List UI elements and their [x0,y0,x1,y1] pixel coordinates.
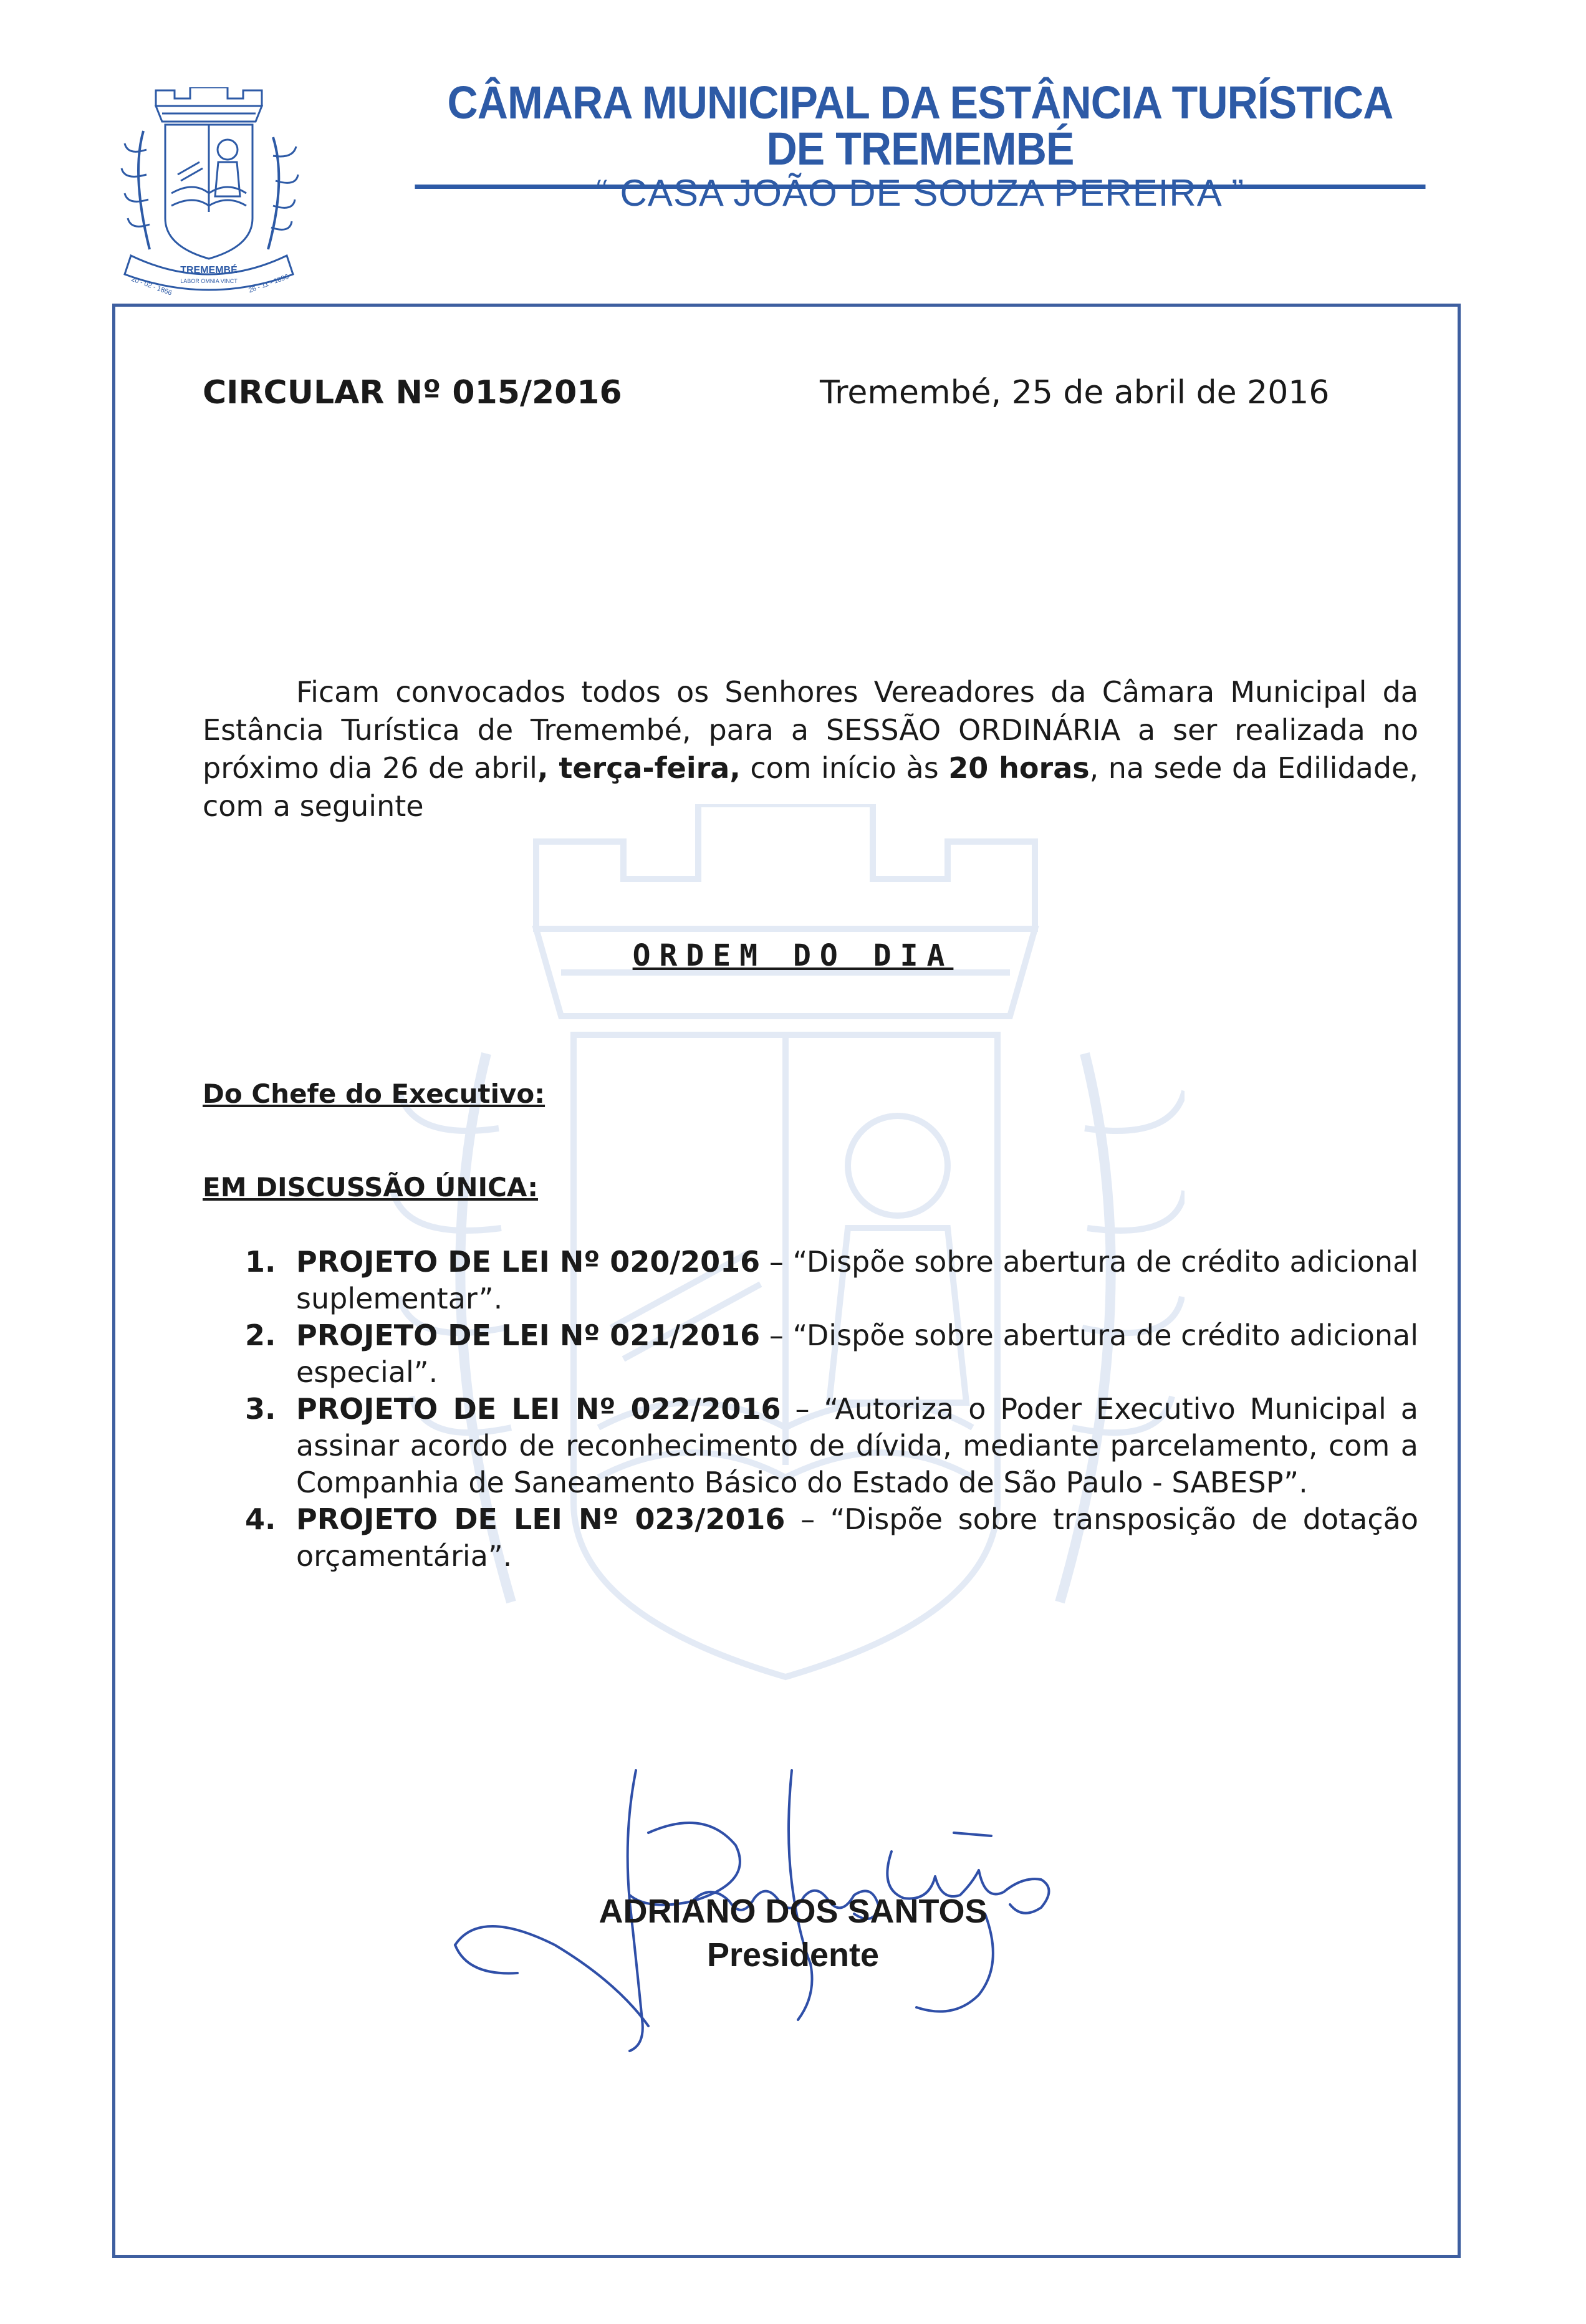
seal-date-right: 26 - 11 - 1896 [248,272,290,295]
seal-date-left: 20 - 02 - 1866 [130,275,173,297]
convocation-text-part2: com início às [740,751,949,785]
agenda-item-number: 3. [245,1392,276,1426]
agenda-item [203,1501,1418,1575]
agenda-item-project: PROJETO DE LEI Nº 020/2016 [296,1245,761,1279]
agenda-list [203,1244,1418,1575]
agenda-item-number: 1. [245,1245,276,1279]
single-discussion-label: EM DISCUSSÃO ÚNICA: [203,1172,539,1203]
coat-of-arms-seal [112,87,305,299]
agenda-item-text: – “Dispõe sobre transposição de dotação orçamentária”. [296,1502,1418,1573]
seal-city-label: TREMEMBÉ [180,265,238,276]
agenda-item [203,1317,1418,1391]
agenda-item-text: – “Autoriza o Poder Executivo Municipal a assinar acordo de reconhecimento de dívida, mediante parcelamento, com a Companhia de Saneamento Básico do Estado de São Paulo - SABESP”. [296,1392,1418,1499]
signer-name: ADRIANO DOS SANTOS [598,1893,988,1930]
order-of-the-day-title: ORDEM DO DIA [632,938,954,973]
convocation-text-part1: Ficam convocados todos os Senhores Vereadores da Câmara Municipal da Estância Turística de Tremembé, para a SESSÃO ORDINÁRIA a ser realizada no próximo dia 26 de abril [203,675,1418,785]
agenda-item-project: PROJETO DE LEI Nº 022/2016 [296,1392,781,1426]
chamber-title: CÂMARA MUNICIPAL DA ESTÂNCIA TURÍSTICA DE TREMEMBÉ [415,80,1425,189]
agenda-item-number: 4. [245,1502,276,1536]
agenda-item-project: PROJETO DE LEI Nº 023/2016 [296,1502,786,1536]
circular-number: CIRCULAR Nº 015/2016 [203,374,622,411]
house-name-subtitle: “ CASA JOÃO DE SOUZA PEREIRA ” [595,172,1245,214]
agenda-item [203,1391,1418,1501]
agenda-item-project: PROJETO DE LEI Nº 021/2016 [296,1318,761,1352]
seal-motto-label: LABOR OMNIA VINCT [180,278,238,284]
signer-role: Presidente [706,1936,880,1974]
convocation-text-part3: , na sede da Edilidade, com a seguinte [203,751,1418,823]
agenda-item-number: 2. [245,1318,276,1352]
agenda-item [203,1244,1418,1317]
agenda-item-text: – “Dispõe sobre abertura de crédito adicional suplementar”. [296,1245,1418,1315]
convocation-paragraph [203,673,1418,825]
executive-section-label: Do Chefe do Executivo: [203,1078,545,1109]
session-weekday: , terça-feira, [537,751,741,785]
session-time: 20 horas [948,751,1090,785]
circular-date: Tremembé, 25 de abril de 2016 [820,374,1330,411]
agenda-item-text: – “Dispõe sobre abertura de crédito adicional especial”. [296,1318,1418,1389]
